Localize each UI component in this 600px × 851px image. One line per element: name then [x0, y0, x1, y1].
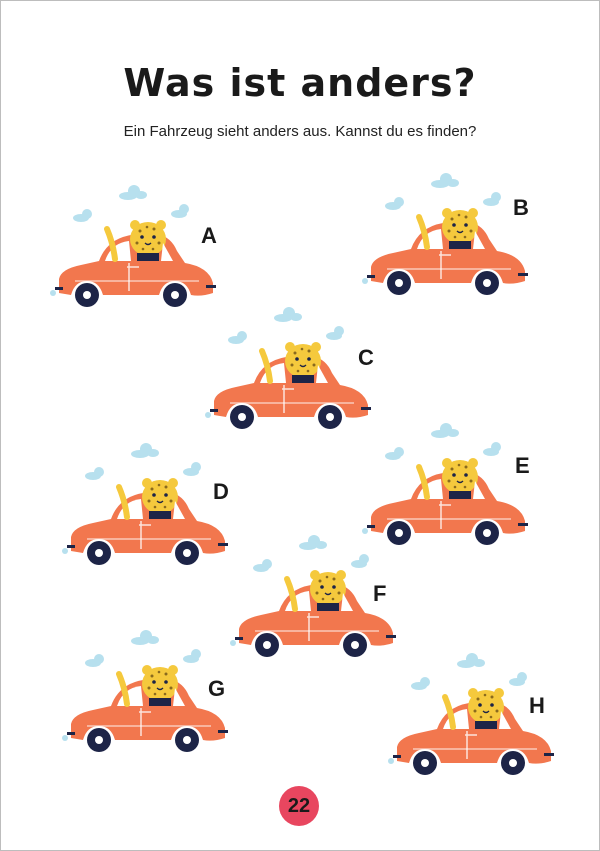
car-option-h[interactable]: [389, 649, 564, 794]
car-option-a[interactable]: [51, 181, 226, 326]
car-option-c[interactable]: [206, 303, 381, 448]
car-label: G: [208, 676, 226, 701]
car-label: H: [529, 693, 545, 718]
car-label: E: [515, 453, 530, 478]
page-title: Was ist anders?: [123, 61, 477, 105]
car-option-g[interactable]: [63, 626, 238, 771]
car-label: F: [373, 581, 387, 606]
car-label: D: [213, 479, 229, 504]
car-option-f[interactable]: [231, 531, 406, 676]
car-option-d[interactable]: [63, 439, 238, 584]
car-option-b[interactable]: [363, 169, 538, 314]
car-label: A: [201, 223, 217, 248]
page-subtitle: Ein Fahrzeug sieht anders aus. Kannst du es finden?: [123, 123, 477, 140]
car-label: B: [513, 195, 529, 220]
page-number-badge: 22: [279, 786, 319, 826]
car-label: C: [358, 345, 374, 370]
